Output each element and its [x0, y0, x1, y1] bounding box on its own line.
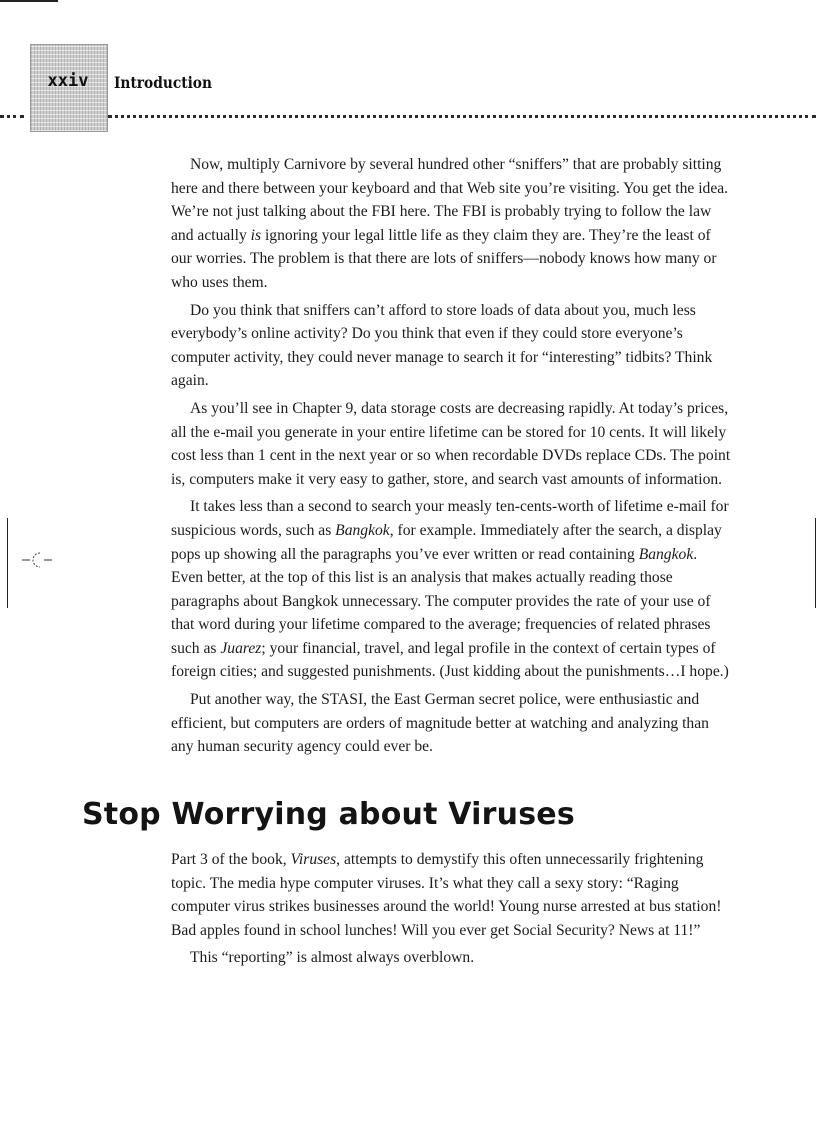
- section-body-text: [171, 848, 731, 974]
- header-dotted-rule: [108, 115, 816, 118]
- header-dotted-rule-left: [0, 115, 24, 118]
- paragraph: Do you think that sniffers can’t afford to store loads of data about you, much less everybody’s online activity? Do you think that even if they could store everyone’s computer activity, they could never manage to search it for “interesting” tidbits? Think again.: [171, 301, 713, 390]
- paragraph: Put another way, the STASI, the East German secret police, were enthusiastic and efficient, but computers are orders of magnitude better at watching and analyzing than any human security agency could ever be.: [171, 691, 709, 756]
- section-heading: Stop Worrying about Viruses: [82, 797, 575, 832]
- top-corner-rule: [0, 0, 58, 2]
- left-margin-rule: [7, 518, 8, 608]
- paragraph: As you’ll see in Chapter 9, data storage costs are decreasing rapidly. At today’s prices, all the e-mail you generate in your entire lifetime can be stored for 10 cents. It will likely cost less than 1 cent in the next year or so when recordable DVDs replace CDs. The point is, computers make it very easy to gather, store, and search vast amounts of information.: [171, 399, 731, 488]
- paragraph: Part 3 of the book, Viruses, attempts to demystify this often unnecessarily frightening topic. The media hype computer viruses. It’s what they call a sexy story: “Raging computer virus strikes businesses around the world! Young nurse arrested at bus station! Bad apples found in school lunches! Will you ever get Social Security? News at 11!”: [171, 851, 722, 939]
- page-number: xxiv: [47, 71, 89, 91]
- body-text-block: [171, 153, 731, 763]
- paragraph: It takes less than a second to search your measly ten-cents-worth of lifetime e-mail for suspicious words, such as Bangkok, for example. Immediately after the search, a display pops up showing all the paragraphs you’ve ever written or read containing Bangkok. Even better, at the top of this list is an analysis that makes actually reading those paragraphs about Bangkok unnecessary. The computer provides the rate of your use of that word during your lifetime compared to the average; frequencies of related phrases such as Juarez; your financial, travel, and legal profile in the context of certain types of foreign cities; and suggested punishments. (Just kidding about the punishments…I hope.): [171, 498, 729, 681]
- paragraph: This “reporting” is almost always overblown.: [190, 949, 475, 967]
- registration-mark-icon: [22, 550, 52, 570]
- running-header-title: Introduction: [114, 73, 212, 92]
- paragraph: Now, multiply Carnivore by several hundred other “sniffers” that are probably sitting here and there between your keyboard and that Web site you’re visiting. You get the idea. We’re not just talking about the FBI here. The FBI is probably trying to follow the law and actually is ignoring your legal little life as they claim they are. They’re the least of our worries. The problem is that there are lots of sniffers—nobody knows how many or who uses them.: [171, 156, 729, 291]
